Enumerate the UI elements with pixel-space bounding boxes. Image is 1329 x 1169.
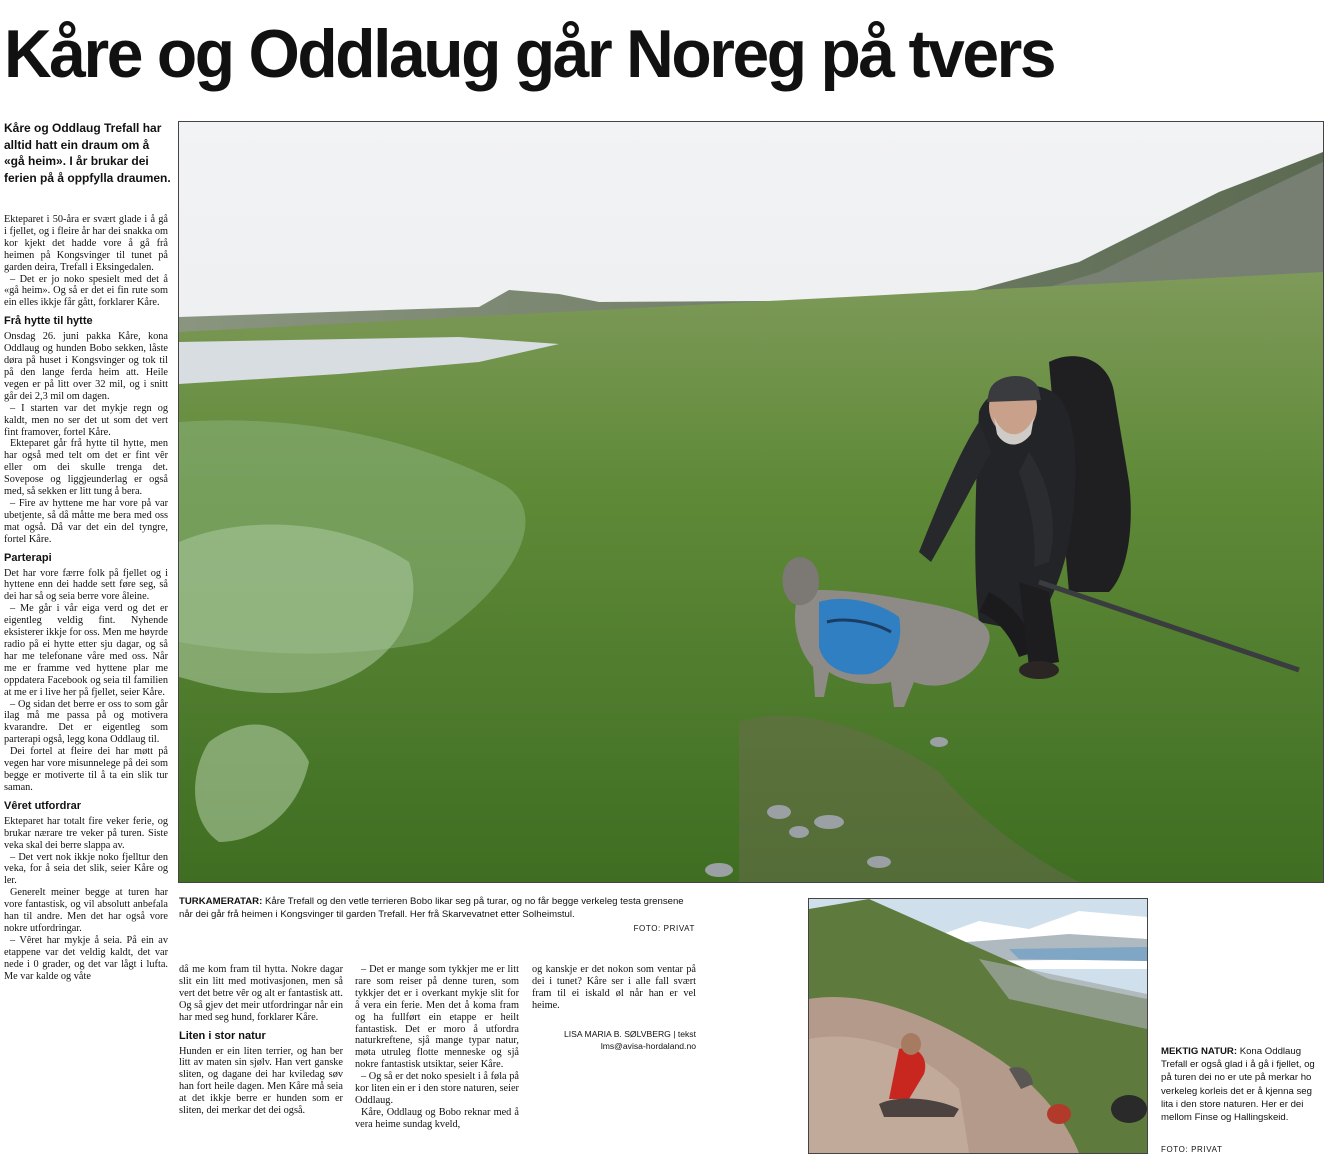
paragraph: – Det er mange som tykkjer me er litt rare som reiser på denne turen, som tykkjer det er i overkant mykje slit for å vera ein ferie. Men det å koma fram og ha fullført ein etappe er heilt fantastisk. Det er moro å utfordra naturkreftene, sjå mange typar natur, møta utruleg flotte menneske og sjå nokre fantastisk utsiktar, seier Kåre. [355,964,519,1071]
paragraph: – Det er jo noko spesielt med det å «gå heim». Og så er det ei fin rute som ein elles ikkje får gått, forklarer Kåre. [4,273,168,309]
paragraph: – I starten var det mykje regn og kaldt, men no ser det ut som det vert fint framover, fortel Kåre. [4,402,168,438]
byline [532,1028,696,1052]
paragraph: Ekteparet har totalt fire veker ferie, og brukar nærare tre veker på turen. Siste veka skal dei berre slappa av. [4,815,168,851]
subheading-liten-i-stor-natur: Liten i stor natur [179,1029,266,1042]
section-paragraphs [355,964,519,1131]
section-paragraphs [532,964,696,1012]
subheading-veret-utfordrar: Vêret utfordrar [4,799,82,812]
paragraph: Ekteparet i 50-åra er svært glade i å gå i fjellet, og i fleire år har dei snakka om kor kjekt det hadde vore å gå frå heimen på Kongsvinger til tunet på garden deira, Trefall i Eksingedalen. [4,214,168,273]
caption-lead: MEKTIG NATUR: [1161,1046,1238,1057]
second-photo-caption [1161,1045,1325,1124]
byline-name: LISA MARIA B. SØLVBERG | tekst [564,1028,696,1039]
caption-text: Kåre Trefall og den vetle terrieren Bobo likar seg på turar, og no får begge verkeleg testa grensene når dei går frå heimen i Kongsvinger til garden Trefall. Her frå Skarvevatnet etter Solheimstul. [179,896,684,920]
subheading-parterapi: Parterapi [4,551,52,564]
main-photo [178,121,1324,883]
main-photo-credit: FOTO: PRIVAT [633,924,695,933]
paragraph: – Vêret har mykje å seia. På ein av etappene var det veldig kaldt, det var nede i 0 grader, og det var lågt i lufta. Me var kalde og våte [4,934,168,982]
article-column-1 [4,214,168,982]
section-paragraphs [4,331,168,545]
mountain-landscape-photo [179,122,1323,882]
ingress: Kåre og Oddlaug Trefall har alltid hatt ein draum om å «gå heim». I år brukar dei ferien på å oppfylla draumen. [4,121,171,185]
finse-hallingskeid-photo [809,899,1147,1153]
paragraph: og kanskje er det nokon som ventar på dei i tunet? Kåre ser i alle fall svært fram til ei iskald øl når han er vel heime. [532,964,696,1011]
article-column-4 [532,964,696,1052]
paragraph: – Og så er det noko spesielt i å føla på kor liten ein er i den store naturen, seier Oddlaug. [355,1071,519,1106]
headline: Kåre og Oddlaug går Noreg på tvers [4,16,1055,92]
section-paragraphs [179,1046,343,1117]
paragraph: Onsdag 26. juni pakka Kåre, kona Oddlaug og hunden Bobo sekken, låste døra på huset i Kongsvinger og tok til på den lange ferda heim att. Heile vegen er på litt over 32 mil, og i snitt går dei 2,3 mil om dagen. [4,331,168,402]
article-column-3 [355,964,519,1131]
paragraph: – Og sidan det berre er oss to som går ilag må me passa på og motivera kvarandre. Det er eigentleg som parterapi også, legg kona Oddlaug til. [4,698,168,746]
paragraph: – Det vert nok ikkje noko fjelltur den veka, for å seia det slik, seier Kåre og ler. [4,851,168,887]
caption-lead: TURKAMERATAR: [179,896,263,907]
second-photo [808,898,1148,1154]
paragraph: – Me går i vår eiga verd og det er eigentleg veldig fint. Nyhende eksisterer ikkje for oss. Men me høyrde radio på ei hytte etter sju dagar, og så har me telefonane våre med oss. Når me er framme ved hyttene plar me oppdatera Facebook og seia til familien at me er i live her på fjellet, seier Kåre. [4,603,168,698]
subheading-fra-hytte-til-hytte: Frå hytte til hytte [4,315,93,328]
paragraph: Kåre, Oddlaug og Bobo reknar med å vera heime sundag kveld, [355,1106,519,1130]
paragraph: då me kom fram til hytta. Nokre dagar slit ein litt med motivasjonen, men så vert det betre vêr og alt er fantastisk att. Og så gjev det meir utfordringar når ein har med seg hund, forklarer Kåre. [179,964,343,1023]
paragraph: Det har vore færre folk på fjellet og i hyttene enn dei hadde sett føre seg, så dei har så og seia berre vore åleine. [4,567,168,603]
paragraph: Ekteparet går frå hytte til hytte, men har også med telt om det er fint vêr eller om dei skulle trenga det. Sovepose og liggjeunderlag er også med, så sekken er litt tung å bera. [4,438,168,498]
section-paragraphs [4,816,168,983]
section-paragraphs [4,568,168,794]
paragraph: Dei fortel at fleire dei har møtt på vegen har vore misunnelege på dei som begge er motiverte til å ta ein slik tur saman. [4,746,168,793]
paragraph: Generelt meiner begge at turen har vore fantastisk, og vil absolutt anbefala han til andre. Men det har også vore nokre utfordringar. [4,887,168,934]
second-photo-credit: FOTO: PRIVAT [1161,1145,1223,1154]
article-column-2 [179,964,343,1117]
intro-paragraphs [4,214,168,309]
main-photo-caption [179,895,695,921]
caption-text: Kona Oddlaug Trefall er også glad i å gå i fjellet, og på turen dei no er ute på merkar ho verkeleg korleis det er å kjenna seg lita i den store naturen. Her er dei mellom Finse og Hallingskeid. [1161,1046,1315,1124]
paragraph: Hunden er ein liten terrier, og han ber litt av maten sin sjølv. Han vert ganske sliten, og dagane dei har kviledag søv han fort heile dagen. Men Kåre må seia at det ikkje berre er hunden som er sliten, dei merkar det dei også. [179,1045,343,1117]
section-paragraphs [179,964,343,1024]
byline-email: lms@avisa-hordaland.no [600,1040,696,1051]
paragraph: – Fire av hyttene me har vore på var ubetjente, så då måtte me bera med oss mat også. Då var det ein del tyngre, fortel Kåre. [4,497,168,545]
